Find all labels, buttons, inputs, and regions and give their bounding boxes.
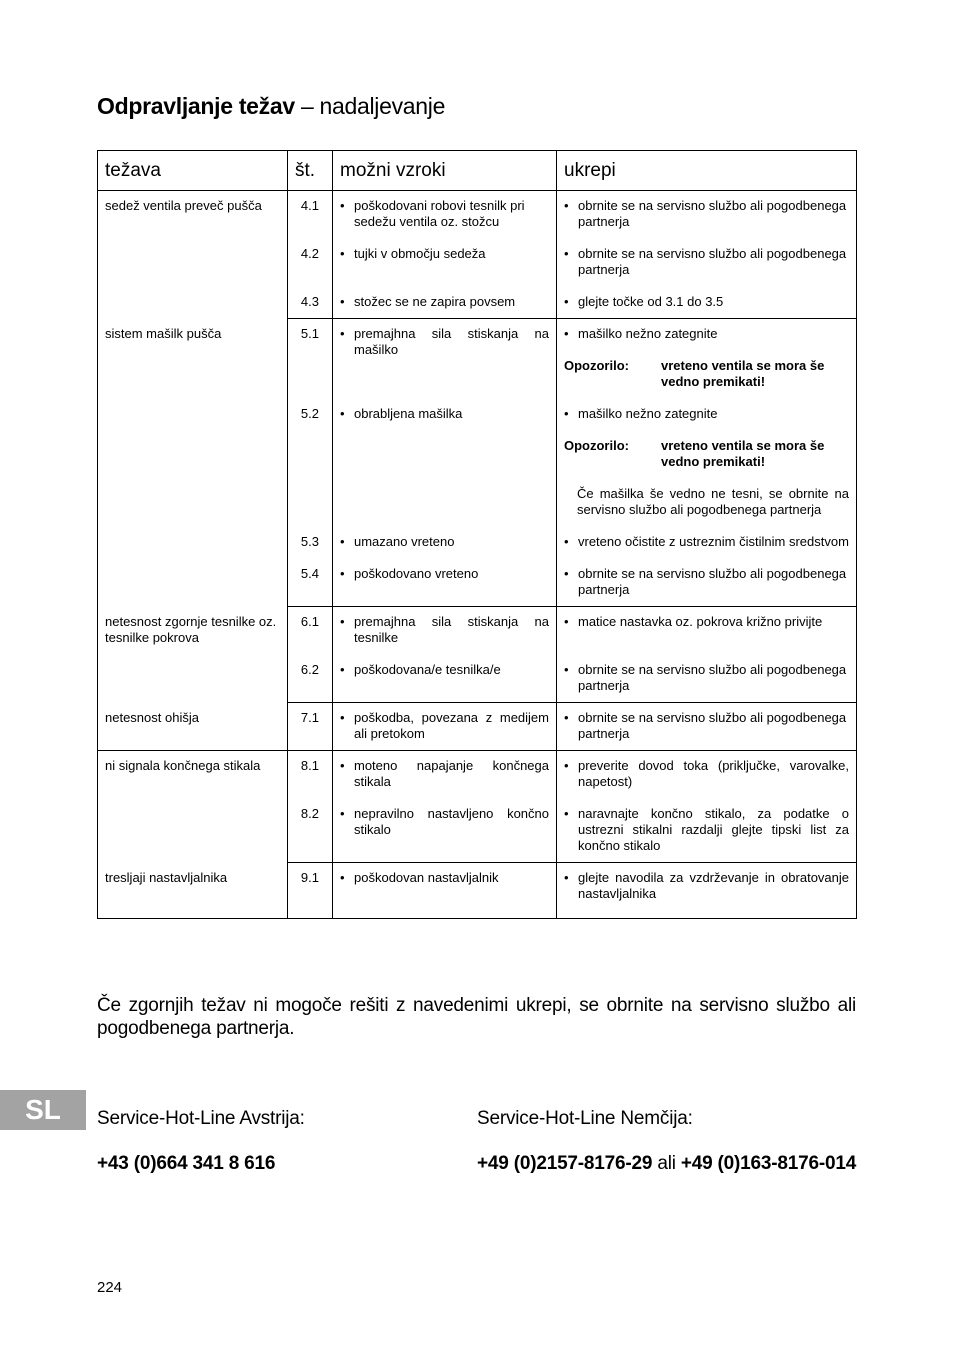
cause-cell: • premajhna sila stiskanja na tesnilke — [333, 607, 557, 647]
language-tab: SL — [0, 1090, 86, 1130]
page-number: 224 — [97, 1279, 123, 1296]
table-row — [98, 319, 857, 391]
cause-cell: • nepravilno nastavljeno končno stikalo — [333, 790, 557, 863]
cause-cell: • poškodovani robovi tesnilk pri sedežu ventila oz. stožcu — [333, 191, 557, 231]
action-cell: • obrnite se na servisno službo ali pogodbenega partnerja — [557, 191, 857, 231]
number-cell: 4.2 — [288, 230, 333, 278]
cause-cell: • stožec se ne zapira povsem — [333, 278, 557, 319]
number-cell: 5.4 — [288, 550, 333, 607]
table-row — [98, 191, 857, 231]
action-cell: • glejte točke od 3.1 do 3.5 — [557, 278, 857, 319]
table-row — [98, 751, 857, 791]
number-cell: 5.2 — [288, 390, 333, 518]
number-cell: 8.1 — [288, 751, 333, 791]
cause-cell: • umazano vreteno — [333, 518, 557, 550]
warning-note: Opozorilo: vreteno ventila se mora še vedno premikati! — [564, 358, 825, 389]
page-title-rest: – nadaljevanje — [294, 93, 446, 119]
action-cell: • obrnite se na servisno službo ali pogodbenega partnerja — [557, 550, 857, 607]
table-header-row — [98, 151, 857, 191]
problem-cell: netesnost zgornje tesnilke oz. tesnilke pokrova — [98, 607, 288, 703]
phone-number: +43 (0)664 341 8 616 — [97, 1153, 276, 1174]
header-actions: ukrepi — [557, 151, 857, 191]
problem-cell: sistem mašilk pušča — [98, 319, 288, 607]
cause-cell: • poškodovan nastavljalnik — [333, 863, 557, 919]
problem-cell: netesnost ohišja — [98, 703, 288, 751]
action-cell: • matice nastavka oz. pokrova križno privijte — [557, 607, 857, 647]
number-cell: 4.1 — [288, 191, 333, 231]
action-cell: • naravnajte končno stikalo, za podatke o ustrezni stikalni razdalji glejte tipski list za končno stikalo — [557, 790, 857, 863]
cause-cell: • poškodovana/e tesnilka/e — [333, 646, 557, 703]
service-paragraph: Če zgornjih težav ni mogoče rešiti z navedenimi ukrepi, se obrnite na servisno službo ali pogodbenega partnerja. — [97, 995, 856, 1039]
number-cell: 7.1 — [288, 703, 333, 751]
hotline-germany-numbers — [477, 1153, 856, 1175]
or-text: ali — [652, 1153, 681, 1174]
hotline-germany-label: Service-Hot-Line Nemčija: — [477, 1108, 693, 1129]
page-title-bold: Odpravljanje težav — [97, 93, 295, 119]
cause-cell: • moteno napajanje končnega stikala — [333, 751, 557, 791]
action-cell: • obrnite se na servisno službo ali pogodbenega partnerja — [557, 646, 857, 703]
number-cell: 5.3 — [288, 518, 333, 550]
problem-cell: tresljaji nastavljalnika — [98, 863, 288, 919]
action-cell: • mašilko nežno zategnite Opozorilo: vreteno ventila se mora še vedno premikati! Če mašilka še vedno ne tesni, se obrnite na servisno službo ali pogodbenega partnerja — [557, 390, 857, 518]
table-row — [98, 703, 857, 751]
cause-cell: • obrabljena mašilka — [333, 390, 557, 518]
number-cell: 8.2 — [288, 790, 333, 863]
header-number: št. — [288, 151, 333, 191]
warning-note: Opozorilo: vreteno ventila se mora še vedno premikati! — [564, 438, 825, 469]
header-problem: težava — [98, 151, 288, 191]
number-cell: 6.2 — [288, 646, 333, 703]
cause-cell: • tujki v območju sedeža — [333, 230, 557, 278]
header-causes: možni vzroki — [333, 151, 557, 191]
cause-cell: • poškodovano vreteno — [333, 550, 557, 607]
troubleshooting-table — [97, 150, 857, 919]
action-cell: • glejte navodila za vzdrževanje in obratovanje nastavljalnika — [557, 863, 857, 919]
number-cell: 9.1 — [288, 863, 333, 919]
phone-number: +49 (0)2157-8176-29 — [477, 1153, 653, 1174]
action-cell: • obrnite se na servisno službo ali pogodbenega partnerja — [557, 230, 857, 278]
number-cell: 6.1 — [288, 607, 333, 647]
hotline-austria-number — [97, 1153, 275, 1175]
action-cell: • mašilko nežno zategnite Opozorilo: vreteno ventila se mora še vedno premikati! — [557, 319, 857, 391]
hotline-austria-label: Service-Hot-Line Avstrija: — [97, 1108, 305, 1129]
problem-cell: ni signala končnega stikala — [98, 751, 288, 863]
action-cell: • obrnite se na servisno službo ali pogodbenega partnerja — [557, 703, 857, 751]
table-row — [98, 607, 857, 647]
number-cell: 5.1 — [288, 319, 333, 391]
service-note: Če mašilka še vedno ne tesni, se obrnite na servisno službo ali pogodbenega partnerja — [577, 486, 849, 517]
cause-cell: • premajhna sila stiskanja na mašilko — [333, 319, 557, 391]
page-title — [97, 93, 445, 120]
action-cell: • preverite dovod toka (priključke, varovalke, napetost) — [557, 751, 857, 791]
phone-number: +49 (0)163-8176-014 — [680, 1153, 857, 1174]
cause-cell: • poškodba, povezana z medijem ali pretokom — [333, 703, 557, 751]
table-row — [98, 863, 857, 919]
number-cell: 4.3 — [288, 278, 333, 319]
action-cell: • vreteno očistite z ustreznim čistilnim sredstvom — [557, 518, 857, 550]
problem-cell: sedež ventila preveč pušča — [98, 191, 288, 319]
